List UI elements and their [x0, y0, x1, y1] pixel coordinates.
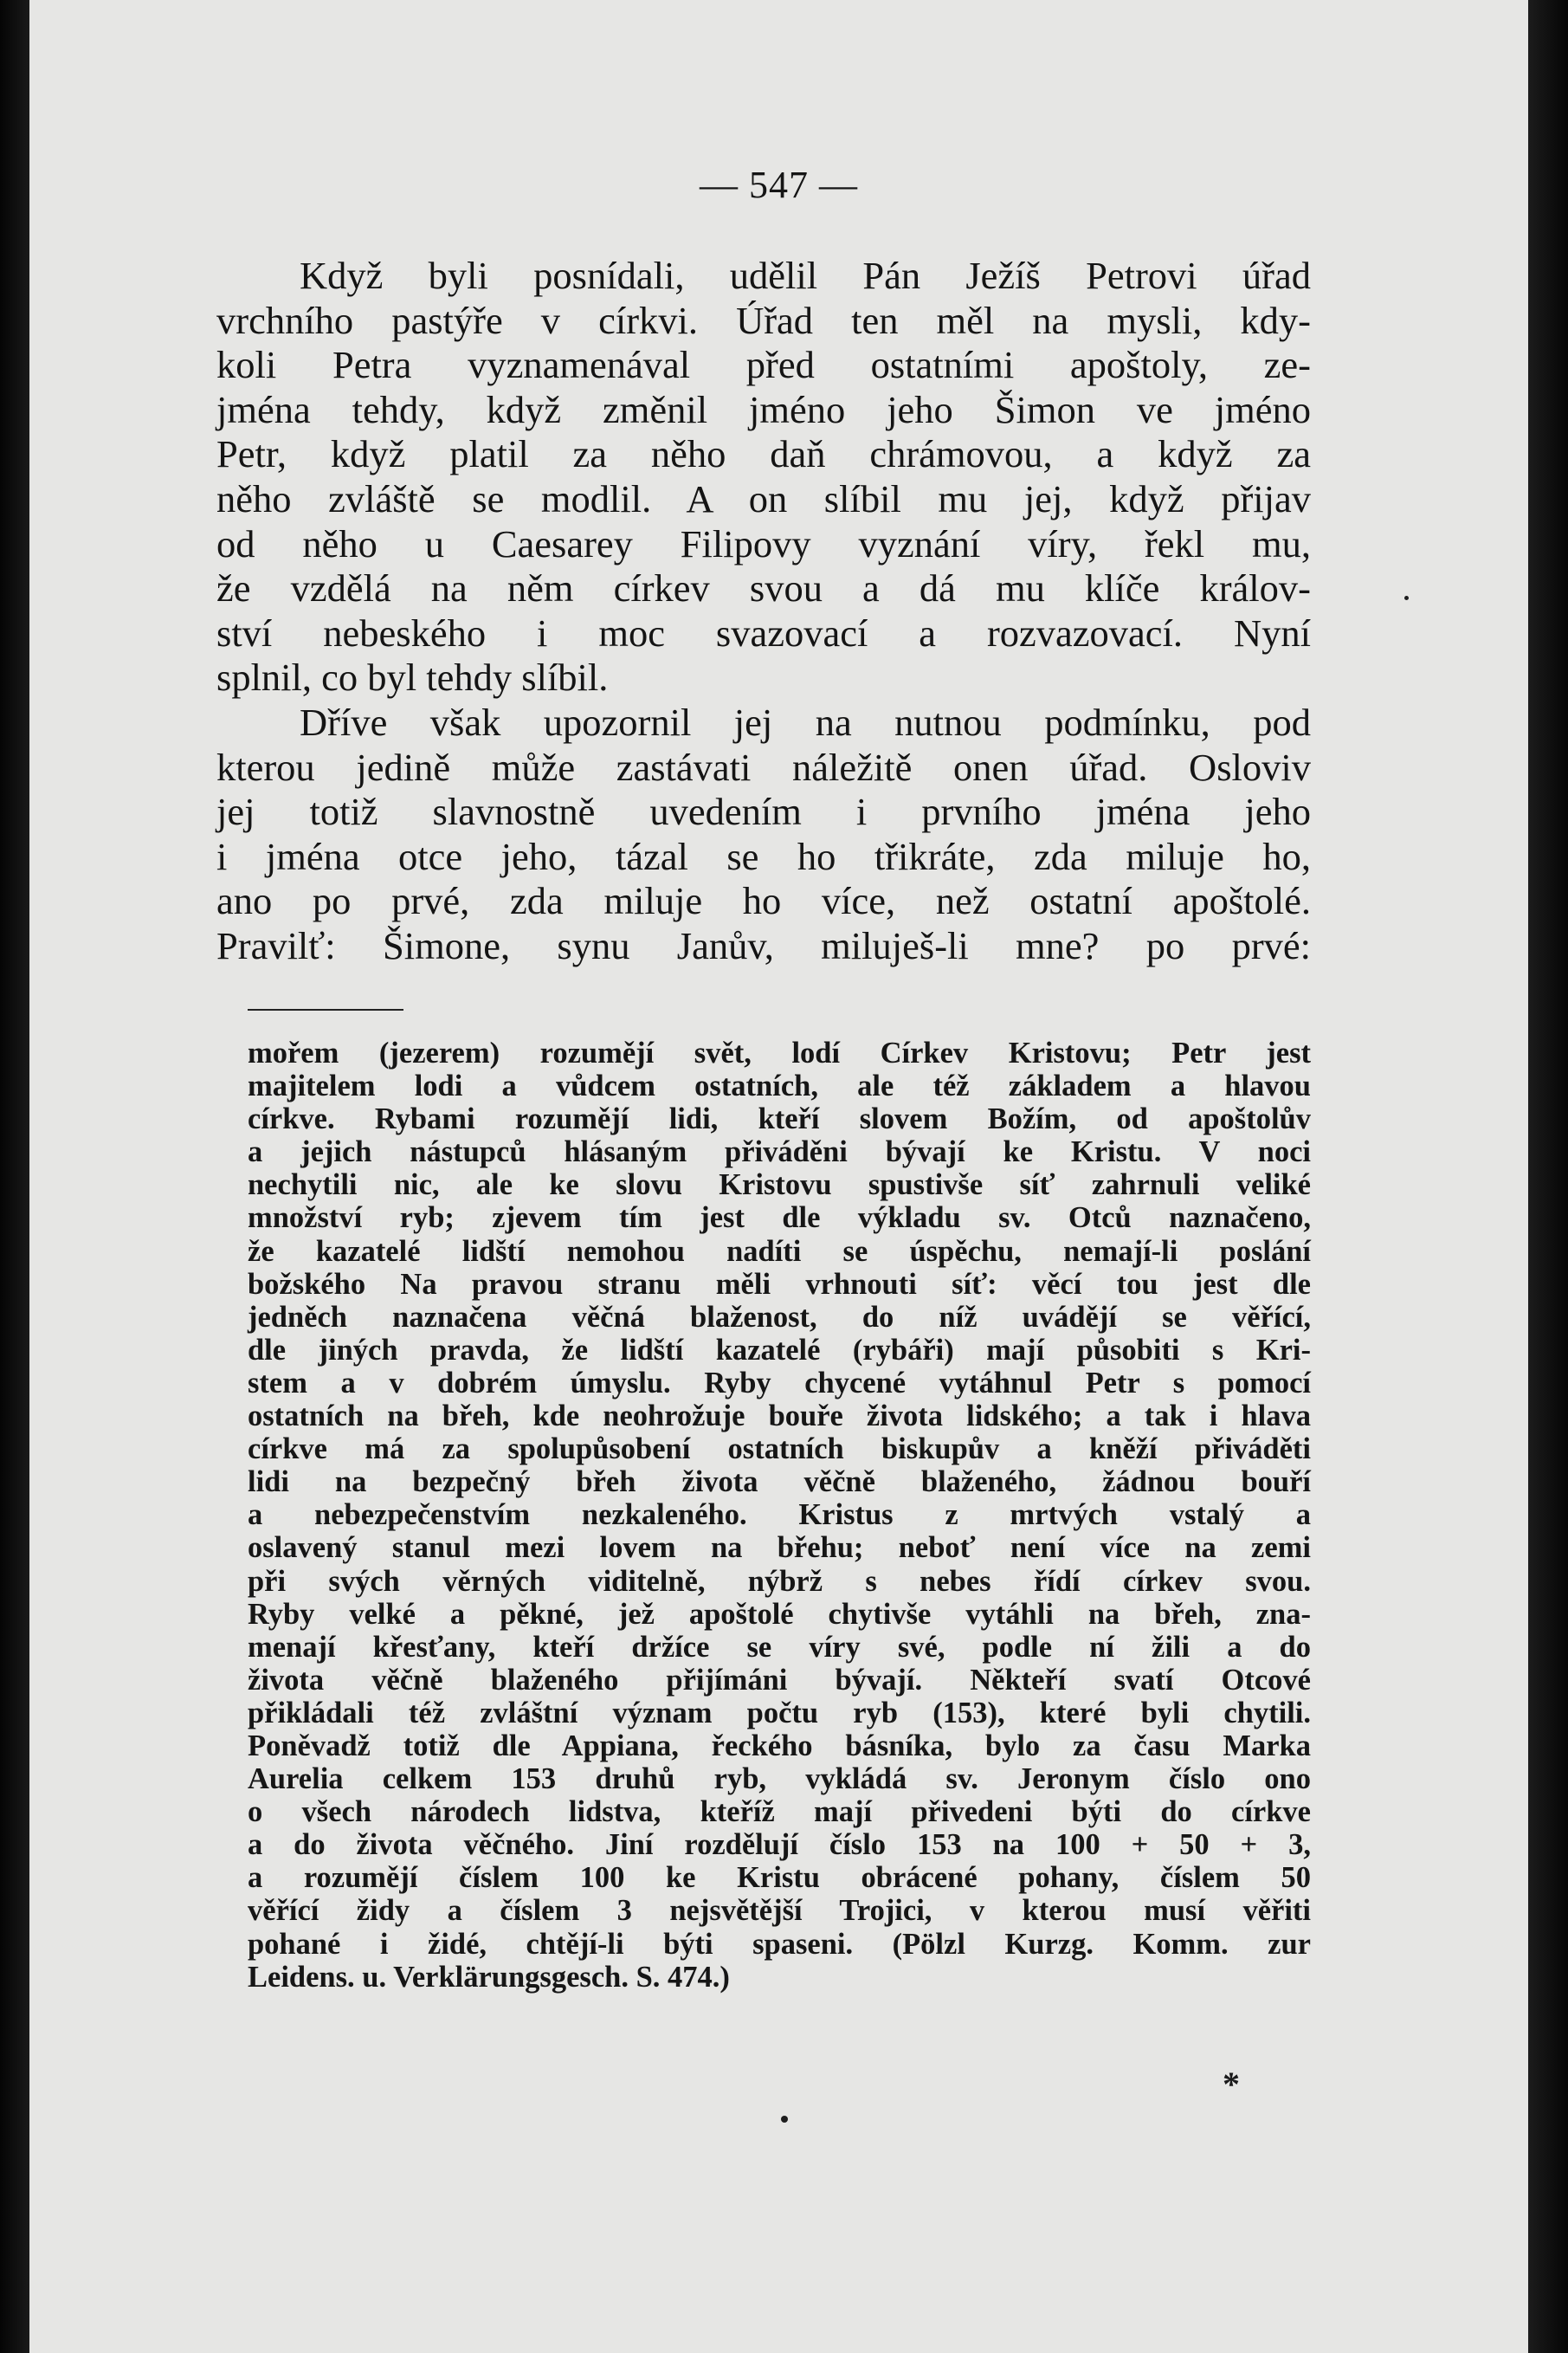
text-line: splnil, co byl tehdy slíbil.	[216, 656, 609, 700]
text-line: ano po prvé, zda miluje ho více, než ostatní apoštolé.	[216, 879, 1311, 923]
footnote-line: a do života věčného. Jiní rozdělují číslo 153 na 100 + 50 + 3,	[248, 1828, 1311, 1862]
footnote-line: ostatních na břeh, kde neohrožuje bouře života lidského; a tak i hlava	[248, 1400, 1311, 1433]
footnote-line: jedněch naznačena věčná blaženost, do níž uvádějí se věřící,	[248, 1300, 1311, 1334]
text-line: jej totiž slavnostně uvedením i prvního jména jeho	[216, 790, 1311, 834]
text-line: Když byli posnídali, udělil Pán Ježíš Petrovi úřad	[300, 254, 1311, 297]
footnote-line: Ryby velké a pěkné, jež apoštolé chytivše vytáhli na břeh, zna-	[248, 1597, 1311, 1631]
print-speck	[781, 2116, 788, 2123]
footnote-line: o všech národech lidstva, kteříž mají přivedeni býti do církve	[248, 1795, 1311, 1829]
footnote-line: oslavený stanul mezi lovem na břehu; neboť není více na zemi	[248, 1531, 1311, 1565]
book-page	[29, 0, 1528, 2353]
footnote-line: a nebezpečenstvím nezkaleného. Kristus z mrtvých vstalý a	[248, 1498, 1311, 1532]
footnote-line: mořem (jezerem) rozumějí svět, lodí Církev Kristovu; Petr jest	[248, 1037, 1311, 1070]
footnote-line: života věčně blaženého přijímáni bývají. Někteří svatí Otcové	[248, 1663, 1311, 1697]
text-line: kterou jedině může zastávati náležitě onen úřad. Osloviv	[216, 745, 1311, 789]
footnote	[248, 1037, 1311, 1994]
footnote-line: věřící židy a číslem 3 nejsvětější Trojici, v kterou musí věřiti	[248, 1894, 1311, 1928]
footnote-line: stem a v dobrém úmyslu. Ryby chycené vytáhnul Petr s pomocí	[248, 1366, 1311, 1400]
text-line: něho zvláště se modlil. A on slíbil mu jej, když přijav	[216, 476, 1311, 520]
text-line: Pravilť: Šimone, synu Janův, miluješ-li mne? po prvé:	[216, 923, 1311, 967]
text-line: jména tehdy, když změnil jméno jeho Šimon ve jméno	[216, 387, 1311, 431]
text-line: i jména otce jeho, tázal se ho třikráte, zda miluje ho,	[216, 834, 1311, 878]
text-line: Dříve však upozornil jej na nutnou podmínku, pod	[300, 700, 1311, 744]
footnote-line: přikládali též zvláštní význam počtu ryb (153), které byli chytili.	[248, 1696, 1311, 1729]
text-line: vrchního pastýře v církvi. Úřad ten měl na mysli, kdy-	[216, 298, 1311, 342]
footnote-line: menají křesťany, kteří držíce se víry své, podle ní žili a do	[248, 1630, 1311, 1664]
footnote-line: církve má za spolupůsobení ostatních biskupův a kněží přiváděti	[248, 1432, 1311, 1466]
text-line: Petr, když platil za něho daň chrámovou, a když za	[216, 432, 1311, 476]
footnote-line: při svých věrných viditelně, nýbrž s nebes řídí církev svou.	[248, 1564, 1311, 1598]
footnote-line: nechytili nic, ale ke slovu Kristovu spustivše síť zahrnuli veliké	[248, 1168, 1311, 1202]
text-line: že vzdělá na něm církev svou a dá mu klíče králov-	[216, 566, 1311, 611]
scan-edge-left	[0, 0, 29, 2353]
footnote-separator	[248, 1009, 403, 1011]
text-line: koli Petra vyznamenával před ostatními apoštoly, ze-	[216, 343, 1311, 387]
footnote-line: církve. Rybami rozumějí lidi, kteří slovem Božím, od apoštolův	[248, 1102, 1311, 1136]
footnote-line: lidi na bezpečný břeh života věčně blaženého, žádnou bouří	[248, 1465, 1311, 1499]
footnote-line: a jejich nástupců hlásaným přiváděni bývají ke Kristu. V noci	[248, 1135, 1311, 1169]
footnote-line: že kazatelé lidští nemohou nadíti se úspěchu, nemají-li poslání	[248, 1234, 1311, 1268]
footnote-line: dle jiných pravda, že lidští kazatelé (rybáři) mají působiti s Kri-	[248, 1333, 1311, 1367]
footnote-line: majitelem lodi a vůdcem ostatních, ale též základem a hlavou	[248, 1070, 1311, 1103]
scan-edge-right	[1528, 0, 1568, 2353]
footnote-line: Poněvadž totiž dle Appiana, řeckého básníka, bylo za času Marka	[248, 1729, 1311, 1762]
main-text	[216, 254, 1311, 969]
footnote-line: božského Na pravou stranu měli vrhnouti síť: věcí tou jest dle	[248, 1267, 1311, 1301]
footnote-line: Aurelia celkem 153 druhů ryb, vykládá sv. Jeronym číslo ono	[248, 1762, 1311, 1796]
print-speck	[1404, 596, 1409, 600]
page-number: — 547 —	[700, 164, 858, 206]
text-line: ství nebeského i moc svazovací a rozvazovací. Nyní	[216, 611, 1311, 655]
footnote-line: Leidens. u. Verklärungsgesch. S. 474.)	[248, 1960, 730, 1994]
asterisk-mark: *	[1223, 2065, 1240, 2104]
footnote-line: pohané i židé, chtějí-li býti spaseni. (Pölzl Kurzg. Komm. zur	[248, 1927, 1311, 1961]
footnote-line: a rozumějí číslem 100 ke Kristu obrácené pohany, číslem 50	[248, 1861, 1311, 1895]
footnote-line: množství ryb; zjevem tím jest dle výkladu sv. Otců naznačeno,	[248, 1201, 1311, 1235]
text-line: od něho u Caesarey Filipovy vyznání víry, řekl mu,	[216, 521, 1311, 566]
